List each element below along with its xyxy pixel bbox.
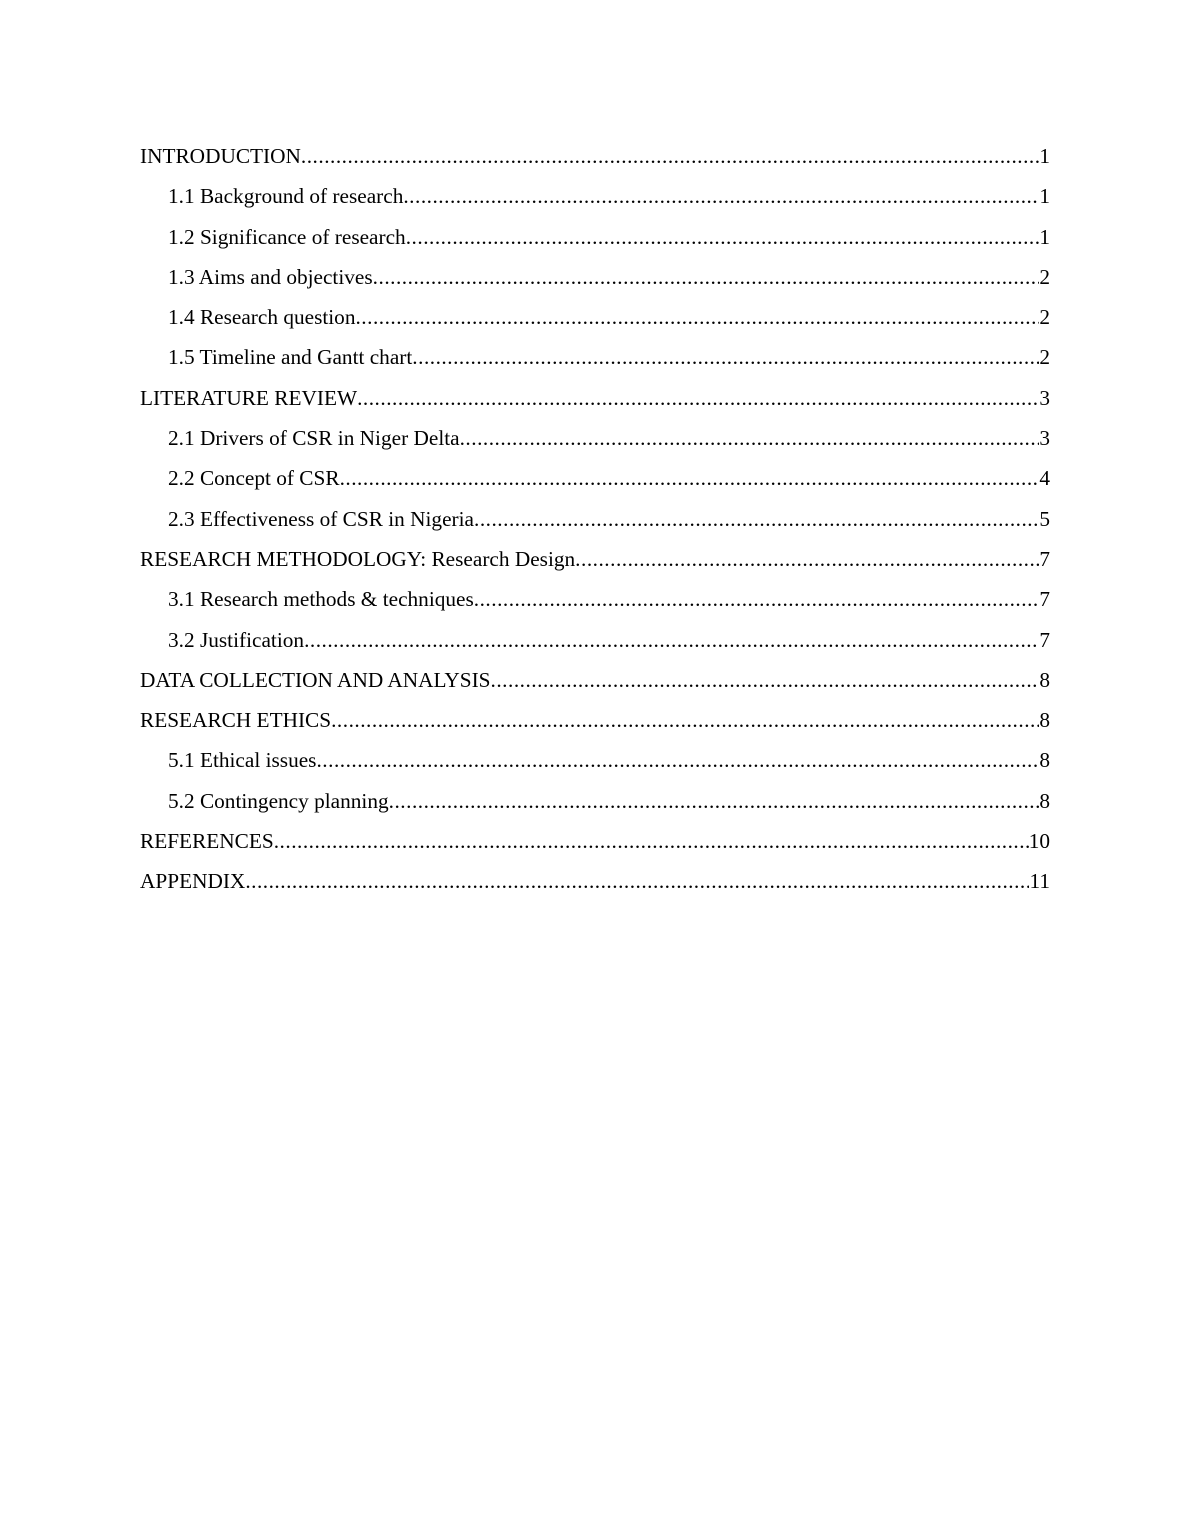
toc-dot-leader <box>340 458 1040 498</box>
toc-entry-effectiveness-of-csr[interactable] <box>140 499 1050 539</box>
toc-entry-significance-of-research[interactable] <box>140 217 1050 257</box>
toc-entry-aims-and-objectives[interactable] <box>140 257 1050 297</box>
toc-entry-page: 2 <box>1039 305 1050 330</box>
toc-entry-background-of-research[interactable] <box>140 176 1050 216</box>
toc-dot-leader <box>474 499 1039 539</box>
toc-entry-page: 4 <box>1039 466 1050 491</box>
toc-entry-title: 5.1 Ethical issues <box>168 748 317 773</box>
toc-entry-title: 2.3 Effectiveness of CSR in Nigeria <box>168 506 474 531</box>
toc-entry-page: 8 <box>1039 788 1050 813</box>
toc-entry-title: 3.1 Research methods & techniques <box>168 587 474 612</box>
toc-dot-leader <box>575 539 1039 579</box>
toc-entry-title: LITERATURE REVIEW <box>140 385 358 410</box>
toc-entry-page: 7 <box>1039 546 1050 571</box>
toc-entry-page: 8 <box>1039 708 1050 733</box>
toc-dot-leader <box>304 620 1039 660</box>
toc-entry-appendix[interactable] <box>140 861 1050 901</box>
toc-entry-research-methodology[interactable] <box>140 539 1050 579</box>
toc-entry-page: 2 <box>1039 264 1050 289</box>
toc-entry-title: 2.1 Drivers of CSR in Niger Delta <box>168 426 460 451</box>
toc-entry-page: 1 <box>1039 184 1050 209</box>
toc-dot-leader <box>355 297 1039 337</box>
toc-entry-page: 1 <box>1039 144 1050 168</box>
toc-entry-title: 1.4 Research question <box>168 305 356 330</box>
toc-dot-leader <box>357 378 1039 418</box>
toc-entry-page: 5 <box>1039 506 1050 531</box>
toc-entry-title: 1.3 Aims and objectives <box>168 264 373 289</box>
toc-dot-leader <box>460 418 1040 458</box>
toc-entry-title: INTRODUCTION <box>140 144 301 168</box>
toc-entry-page: 3 <box>1039 385 1050 410</box>
toc-entry-title: 5.2 Contingency planning <box>168 788 389 813</box>
toc-dot-leader <box>491 660 1040 700</box>
toc-entry-title: 2.2 Concept of CSR <box>168 466 340 491</box>
toc-entry-introduction[interactable] <box>140 136 1050 176</box>
toc-entry-page: 1 <box>1039 224 1050 249</box>
toc-dot-leader <box>474 579 1040 619</box>
toc-dot-leader <box>245 861 1029 901</box>
toc-entry-title: 1.5 Timeline and Gantt chart <box>168 345 413 370</box>
toc-entry-research-question[interactable] <box>140 297 1050 337</box>
toc-dot-leader <box>316 740 1039 780</box>
toc-entry-title: DATA COLLECTION AND ANALYSIS <box>140 667 491 692</box>
toc-entry-page: 7 <box>1039 627 1050 652</box>
toc-entry-page: 8 <box>1039 667 1050 692</box>
toc-entry-research-ethics[interactable] <box>140 700 1050 740</box>
toc-entry-title: REFERENCES <box>140 829 274 854</box>
toc-entry-page: 2 <box>1039 345 1050 370</box>
toc-entry-research-methods[interactable] <box>140 579 1050 619</box>
toc-entry-concept-of-csr[interactable] <box>140 458 1050 498</box>
toc-dot-leader <box>373 257 1040 297</box>
toc-entry-title: 1.2 Significance of research <box>168 224 406 249</box>
toc-dot-leader <box>406 217 1040 257</box>
toc-entry-page: 7 <box>1039 587 1050 612</box>
toc-entry-title: 3.2 Justification <box>168 627 305 652</box>
table-of-contents <box>140 136 1050 902</box>
toc-entry-references[interactable] <box>140 821 1050 861</box>
toc-entry-justification[interactable] <box>140 620 1050 660</box>
toc-entry-page: 3 <box>1039 426 1050 451</box>
toc-entry-title: RESEARCH METHODOLOGY: Research Design <box>140 546 576 571</box>
toc-dot-leader <box>331 700 1039 740</box>
toc-entry-page: 10 <box>1028 829 1050 854</box>
toc-entry-title: APPENDIX <box>140 869 246 894</box>
toc-entry-timeline-and-gantt-chart[interactable] <box>140 337 1050 377</box>
toc-dot-leader <box>301 136 1039 176</box>
toc-entry-literature-review[interactable] <box>140 378 1050 418</box>
toc-entry-page: 11 <box>1029 869 1050 894</box>
toc-entry-title: RESEARCH ETHICS <box>140 708 332 733</box>
toc-entry-ethical-issues[interactable] <box>140 740 1050 780</box>
toc-dot-leader <box>412 337 1039 377</box>
toc-entry-data-collection-and-analysis[interactable] <box>140 660 1050 700</box>
toc-dot-leader <box>274 821 1029 861</box>
toc-dot-leader <box>389 781 1040 821</box>
toc-dot-leader <box>403 176 1039 216</box>
toc-entry-title: 1.1 Background of research <box>168 184 404 209</box>
toc-entry-contingency-planning[interactable] <box>140 781 1050 821</box>
toc-entry-drivers-of-csr[interactable] <box>140 418 1050 458</box>
toc-entry-page: 8 <box>1039 748 1050 773</box>
